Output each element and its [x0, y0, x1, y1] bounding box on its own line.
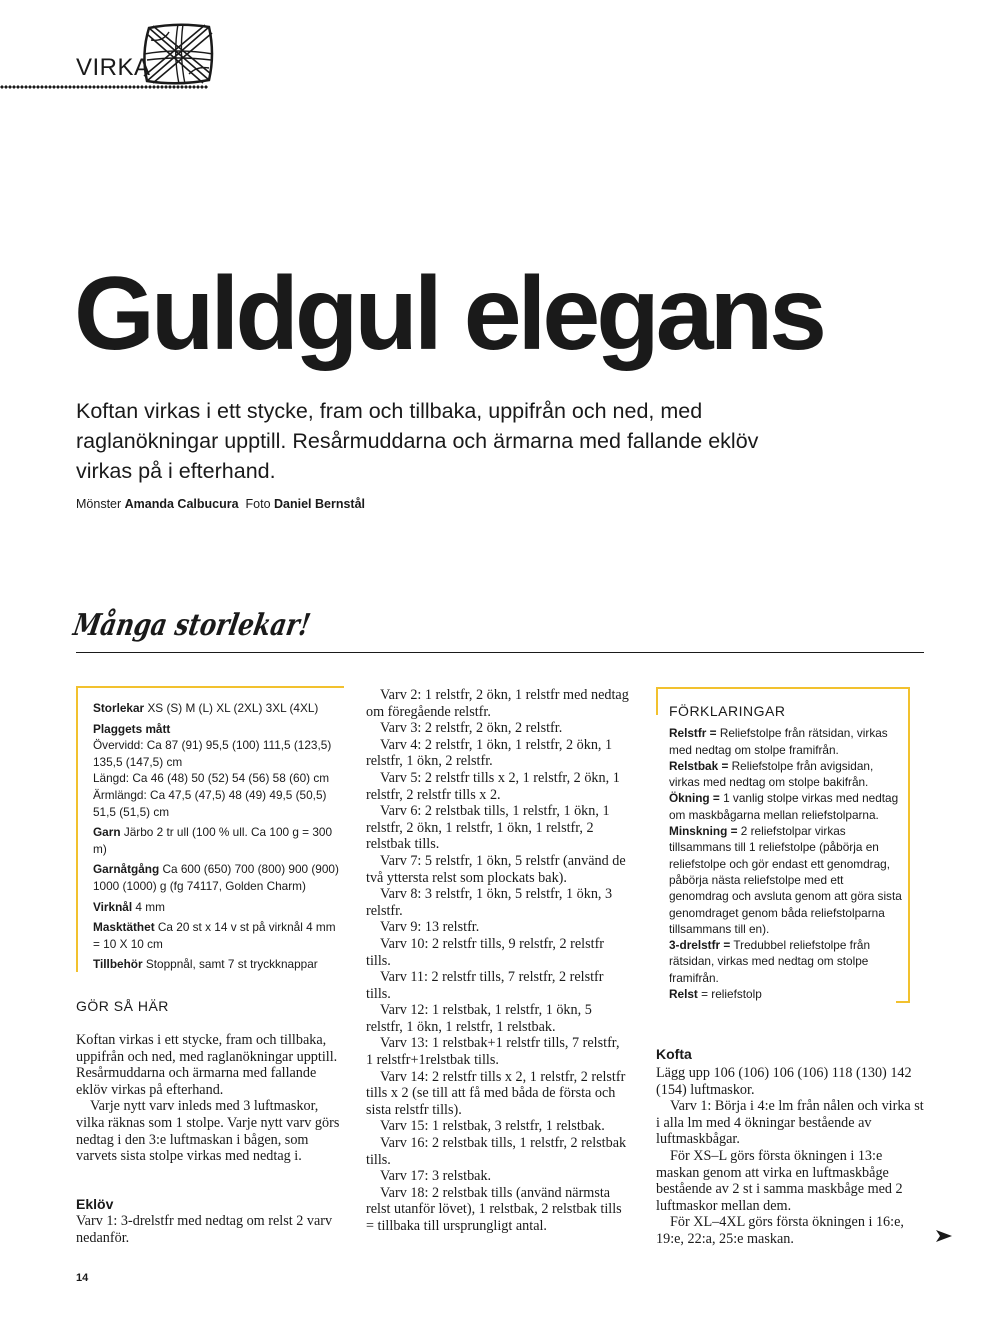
pattern-row: Varv 6: 2 relstbak tills, 1 relstfr, 1 ökn, 1 relstfr, 2 ökn, 1 relstfr, 1 ökn, 1 relstfr, 2 relstbak tills. [366, 803, 610, 853]
pattern-row: Varv 8: 3 relstfr, 1 ökn, 5 relstfr, 1 ökn, 3 relstfr. [366, 886, 613, 919]
section-label: VIRKA [76, 54, 151, 81]
photo-label: Foto [245, 497, 271, 511]
eklov-text [76, 1213, 344, 1246]
materials-item-text: 4 mm [135, 899, 165, 914]
materials-item [93, 700, 343, 717]
materials-item-label: Garnåtgång [93, 862, 160, 877]
photo-author: Daniel Bernstål [274, 497, 366, 511]
explanation-item [669, 790, 904, 823]
col1-intro-text [76, 1032, 344, 1165]
pattern-row: Varv 12: 1 relstbak, 1 relstfr, 1 ökn, 5 relstfr, 1 ökn, 1 relstfr, 1 relstbak. [366, 1002, 592, 1035]
materials-item-label: Virknål [93, 899, 133, 914]
pattern-label: Mönster [76, 497, 122, 511]
pattern-row: Varv 4: 2 relstfr, 1 ökn, 1 relstfr, 2 ökn, 1 relstfr, 1 ökn, 2 relstfr. [366, 736, 613, 770]
pattern-row: Varv 9: 13 relstfr. [380, 919, 480, 936]
materials-item-label: Garn [93, 825, 121, 840]
explanations-box [656, 687, 910, 1009]
materials-item-text: Stoppnål, samt 7 st tryckknappar [145, 957, 318, 972]
eklov-row: Varv 1: 3-drelstfr med nedtag om relst 2 varv nedanför. [76, 1213, 333, 1246]
col3-text [656, 1065, 924, 1248]
materials-frame-left [76, 686, 78, 972]
explanation-text: 1 vanlig stolpe virkas med nedtag om maskbågarna mellan reliefstolparna. [669, 791, 899, 822]
body-paragraph: För XS–L görs första ökningen i 13:e maskan genom att virka en luftmaskbåge bestående av 2 st i samma maskbåge med 2 luftmaskor mellan dem. [656, 1147, 903, 1214]
explanation-item [669, 758, 904, 791]
explanations-list [669, 725, 904, 1002]
materials-box [76, 686, 342, 972]
pattern-row: Varv 17: 3 relstbak. [380, 1168, 492, 1185]
section-title-gor-sa-har: GÖR SÅ HÄR [76, 998, 169, 1014]
materials-frame-top [76, 686, 344, 688]
materials-item [93, 861, 343, 894]
materials-item-text: Ca 20 st x 14 v st på virknål 4 mm = 10 X 10 cm [93, 920, 336, 951]
explanations-frame-right [908, 687, 910, 1003]
pattern-row: Varv 11: 2 relstfr tills, 7 relstfr, 2 relstfr tills. [366, 969, 604, 1002]
pattern-row: Varv 16: 2 relstbak tills, 1 relstfr, 2 relstbak tills. [366, 1135, 627, 1168]
pattern-row: Varv 18: 2 relstbak tills (använd närmsta relst utanför lövet), 1 relstbak, 2 relstbak tills = tillbaka till ursprungligt antal. [366, 1184, 622, 1234]
explanations-title: FÖRKLARINGAR [669, 703, 786, 719]
script-heading [70, 602, 369, 646]
pattern-author: Amanda Calbucura [124, 497, 239, 511]
pattern-row: Varv 5: 2 relstfr tills x 2, 1 relstfr, 2 ökn, 1 relstfr, 2 relstfr tills x 2. [366, 769, 620, 803]
body-paragraph: Koftan virkas i ett stycke, fram och tillbaka, uppifrån och ned, med raglanökningar upptill. Resårmuddarna och ärmarna med fallande eklöv virkas på efterhand. [76, 1032, 338, 1098]
explanation-text: Reliefstolpe från avigsidan, virkas med nedtag om stolpe bakifrån. [669, 758, 874, 790]
explanation-term: Relstbak = [669, 758, 729, 773]
materials-item-text: Övervidd: Ca 87 (91) 95,5 (100) 111,5 (123,5) 135,5 (147,5) cm Längd: Ca 46 (48) 50 (52) 54 (56) 58 (60) cm Ärmlängd: Ca 47,5 (47,5) 48 (49) 49,5 (50,5) 51,5 (51,5) cm [93, 738, 332, 819]
explanation-text: Tredubbel reliefstolpe från rätsidan, virkas med nedtag om stolpe framifrån. [669, 938, 871, 985]
materials-item-label: Storlekar [93, 701, 145, 715]
page-number: 14 [76, 1272, 89, 1284]
body-paragraph: Varje nytt varv inleds med 3 luftmaskor, vilka räknas som 1 stolpe. Varje nytt varv görs nedtag i den 3:e luftmaskan i bågen, som varvets sista stolpe virkas med nedtag i. [76, 1098, 340, 1165]
body-paragraph: Lägg upp 106 (106) 106 (106) 118 (130) 142 (154) luftmaskor. [656, 1065, 912, 1098]
explanation-term: Relstfr = [669, 726, 717, 741]
pattern-row: Varv 15: 1 relstbak, 3 relstfr, 1 relstbak. [380, 1118, 605, 1135]
materials-item-text: Ca 600 (650) 700 (800) 900 (900) 1000 (1000) g (fg 74117, Golden Charm) [93, 862, 339, 893]
materials-item [93, 824, 343, 857]
explanation-term: 3-drelstfr = [669, 938, 731, 953]
explanation-term: Relst [669, 987, 698, 1002]
explanation-term: Minskning = [669, 824, 738, 839]
page-title: Guldgul elegans [74, 256, 823, 372]
pattern-row: Varv 7: 5 relstfr, 1 ökn, 5 relstfr (använd de två yttersta relst som plockats bak). [366, 852, 626, 886]
explanations-frame-left [656, 687, 658, 715]
kofta-title: Kofta [656, 1046, 692, 1062]
header-rule [0, 84, 208, 90]
heading-rule [76, 652, 924, 653]
explanation-item [669, 937, 904, 986]
explanation-term: Ökning = [669, 791, 720, 806]
pattern-row: Varv 14: 2 relstfr tills x 2, 1 relstfr, 2 relstfr tills x 2 (se till att få med båda de första och sista relstfr tills). [366, 1068, 626, 1118]
materials-item-label: Masktäthet [93, 920, 155, 935]
script-heading-text: Många storlekar! [70, 608, 369, 643]
materials-item [93, 721, 343, 821]
explanation-text: = reliefstolp [701, 987, 762, 1002]
eklov-title: Eklöv [76, 1196, 114, 1212]
yarn-ball-icon [139, 20, 217, 88]
pattern-row: Varv 2: 1 relstfr, 2 ökn, 1 relstfr med nedtag om föregående relstfr. [366, 687, 629, 720]
pattern-row: Varv 10: 2 relstfr tills, 9 relstfr, 2 relstfr tills. [366, 935, 605, 969]
continue-arrow-icon [936, 1230, 952, 1242]
body-paragraph: För XL–4XL görs första ökningen i 16:e, 19:e, 22:a, 25:e maskan. [656, 1214, 904, 1247]
materials-item-text: Järbo 2 tr ull (100 % ull. Ca 100 g = 300 m) [93, 825, 333, 856]
explanation-text: Reliefstolpe från rätsidan, virkas med nedtag om stolpe framifrån. [669, 726, 888, 757]
explanation-item [669, 986, 904, 1002]
materials-item-label: Plaggets mått [93, 721, 171, 736]
materials-item [93, 919, 343, 952]
materials-item-text: XS (S) M (L) XL (2XL) 3XL (4XL) [147, 701, 319, 715]
col2-rows [366, 687, 630, 1235]
materials-item-label: Tillbehör [93, 957, 143, 972]
pattern-row: Varv 13: 1 relstbak+1 relstfr tills, 7 relstfr, 1 relstfr+1relstbak tills. [366, 1035, 620, 1069]
materials-item [93, 956, 343, 973]
materials-list [93, 700, 343, 977]
explanation-item [669, 725, 904, 758]
materials-item [93, 899, 343, 916]
intro-text: Koftan virkas i ett stycke, fram och tillbaka, uppifrån och ned, med raglanökningar upptill. Resårmuddarna och ärmarna med fallande eklöv virkas på i efterhand. [76, 399, 759, 483]
body-paragraph: Varv 1: Börja i 4:e lm från nålen och virka st i alla lm med 4 ökningar bestående av luftmaskbågar. [656, 1098, 924, 1148]
pattern-row: Varv 3: 2 relstfr, 2 ökn, 2 relstfr. [380, 720, 563, 737]
explanation-text: 2 reliefstolpar virkas tillsammans till 1 reliefstolpe (påbörja en reliefstolpe och gör endast ett genomdrag, påbörja nästa reliefstolpe med ett genomdrag och avsluta genom att göra sista genomdraget genom båda reliefstolparna tillsammans till en). [669, 824, 902, 936]
credits [76, 497, 365, 511]
explanation-item [669, 823, 904, 937]
explanations-content [669, 703, 904, 1002]
explanations-frame-top [656, 687, 910, 689]
